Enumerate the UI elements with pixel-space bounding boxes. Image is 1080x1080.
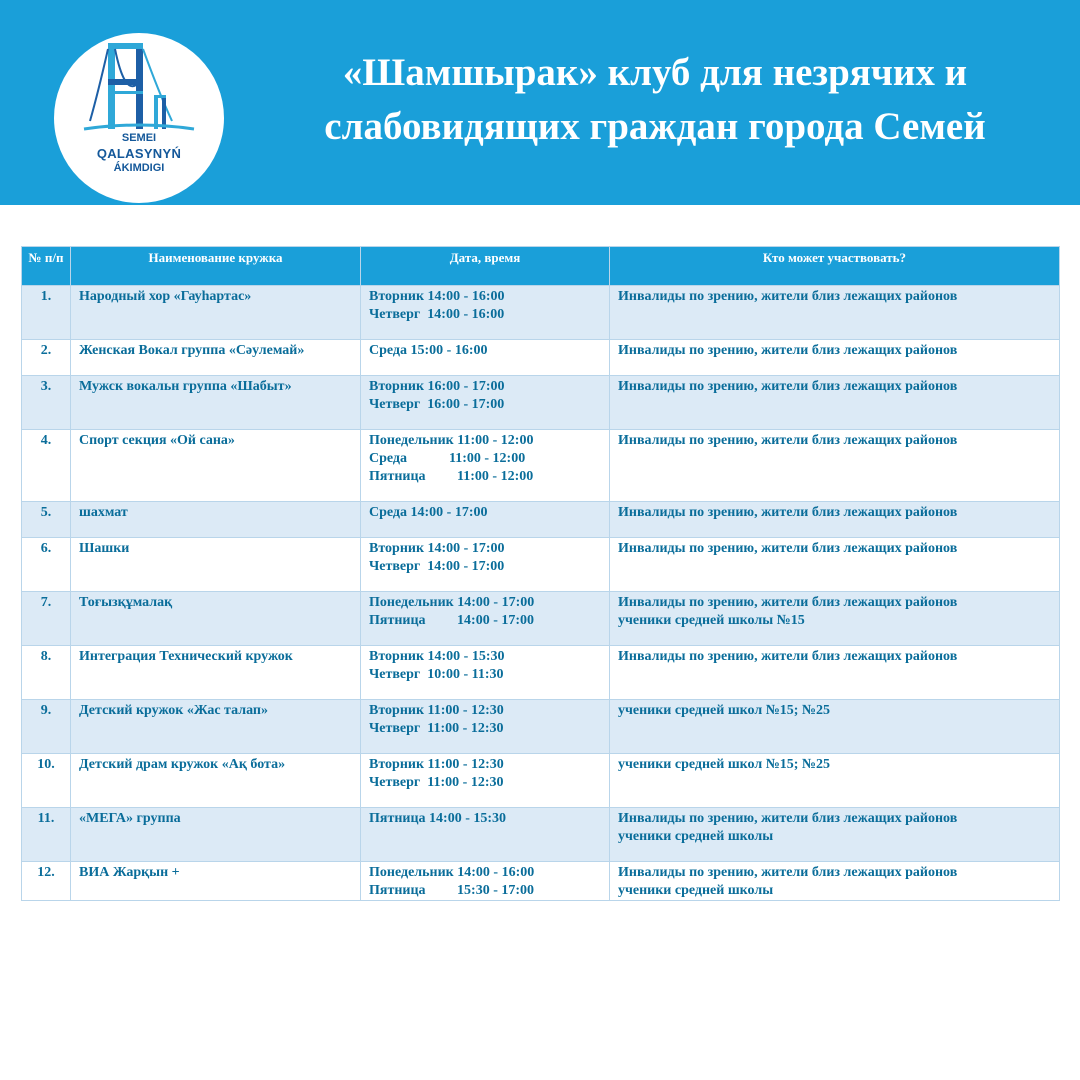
- club-name: Мужск вокальн группа «Шабыт»: [71, 376, 361, 430]
- schedule-cell: [361, 754, 610, 808]
- club-name: ВИА Жарқын +: [71, 862, 361, 901]
- participants-text: ученики средней школы №15: [618, 613, 805, 628]
- participants-cell: [610, 286, 1060, 340]
- logo-text-line3: ÁKIMDIGI: [113, 162, 165, 174]
- schedule-cell: [361, 376, 610, 430]
- participants-text: ученики средней школ №15; №25: [618, 757, 831, 772]
- participants-cell: [610, 430, 1060, 502]
- club-name: Народный хор «Гауһартас»: [71, 286, 361, 340]
- club-name: Детский драм кружок «Ақ бота»: [71, 754, 361, 808]
- schedule-cell: [361, 592, 610, 646]
- schedule-time: Вторник 16:00 - 17:00: [369, 379, 505, 394]
- schedule-table: [21, 246, 1060, 901]
- schedule-time: Пятница 15:30 - 17:00: [369, 883, 535, 898]
- schedule-time: Пятница 14:00 - 17:00: [369, 613, 535, 628]
- club-name: Интеграция Технический кружок: [71, 646, 361, 700]
- table-row: [22, 808, 1060, 862]
- club-name: Женская Вокал группа «Сәулемай»: [71, 340, 361, 376]
- schedule-time: Среда 11:00 - 12:00: [369, 451, 526, 466]
- schedule-time: Пятница 14:00 - 15:30: [369, 811, 507, 826]
- participants-cell: [610, 862, 1060, 901]
- row-number: 10.: [22, 754, 71, 808]
- participants-text: Инвалиды по зрению, жители близ лежащих районов: [618, 541, 958, 556]
- schedule-time: Вторник 11:00 - 12:30: [369, 757, 504, 772]
- schedule-time: Четверг 16:00 - 17:00: [369, 397, 505, 412]
- participants-cell: [610, 502, 1060, 538]
- participants-cell: [610, 340, 1060, 376]
- club-name: Тоғызқұмалақ: [71, 592, 361, 646]
- participants-text: Инвалиды по зрению, жители близ лежащих районов: [618, 343, 958, 358]
- participants-cell: [610, 754, 1060, 808]
- participants-text: Инвалиды по зрению, жители близ лежащих районов: [618, 505, 958, 520]
- title-line-2: слабовидящих граждан города Семей: [324, 105, 986, 148]
- row-number: 7.: [22, 592, 71, 646]
- schedule-time: Понедельник 14:00 - 16:00: [369, 865, 535, 880]
- table-row: [22, 862, 1060, 901]
- logo-text-line1: SEMEI: [121, 132, 157, 144]
- bridge-icon: [54, 33, 224, 203]
- schedule-time: Четверг 10:00 - 11:30: [369, 667, 504, 682]
- club-name: шахмат: [71, 502, 361, 538]
- table-row: [22, 376, 1060, 430]
- table-row: [22, 538, 1060, 592]
- row-number: 9.: [22, 700, 71, 754]
- club-name: «МЕГА» группа: [71, 808, 361, 862]
- schedule-time: Вторник 11:00 - 12:30: [369, 703, 504, 718]
- table-row: [22, 592, 1060, 646]
- participants-text: Инвалиды по зрению, жители близ лежащих районов: [618, 433, 958, 448]
- participants-cell: [610, 646, 1060, 700]
- schedule-cell: [361, 808, 610, 862]
- participants-text: ученики средней школы: [618, 829, 774, 844]
- city-akimat-logo: [54, 33, 224, 203]
- participants-text: Инвалиды по зрению, жители близ лежащих районов: [618, 649, 958, 664]
- title-line-1: «Шамшырак» клуб для незрячих и: [342, 51, 968, 94]
- table-header-row: [22, 247, 1060, 286]
- schedule-cell: [361, 502, 610, 538]
- schedule-time: Вторник 14:00 - 16:00: [369, 289, 505, 304]
- table-row: [22, 286, 1060, 340]
- schedule-cell: [361, 430, 610, 502]
- participants-cell: [610, 376, 1060, 430]
- page-title: [240, 46, 1070, 154]
- participants-cell: [610, 592, 1060, 646]
- schedule-cell: [361, 538, 610, 592]
- participants-text: Инвалиды по зрению, жители близ лежащих районов: [618, 811, 958, 826]
- participants-text: Инвалиды по зрению, жители близ лежащих районов: [618, 289, 958, 304]
- club-name: Детский кружок «Жас талап»: [71, 700, 361, 754]
- table-row: [22, 700, 1060, 754]
- schedule-time: Вторник 14:00 - 17:00: [369, 541, 505, 556]
- row-number: 1.: [22, 286, 71, 340]
- column-header-participants: Кто может участвовать?: [610, 247, 1060, 286]
- table-row: [22, 646, 1060, 700]
- participants-cell: [610, 538, 1060, 592]
- row-number: 3.: [22, 376, 71, 430]
- schedule-time: Вторник 14:00 - 15:30: [369, 649, 505, 664]
- schedule-time: Среда 15:00 - 16:00: [369, 343, 488, 358]
- row-number: 2.: [22, 340, 71, 376]
- schedule-time: Четверг 14:00 - 17:00: [369, 559, 505, 574]
- schedule-cell: [361, 700, 610, 754]
- participants-text: Инвалиды по зрению, жители близ лежащих районов: [618, 595, 958, 610]
- participants-text: ученики средней школы: [618, 883, 774, 898]
- club-name: Шашки: [71, 538, 361, 592]
- column-header-time: Дата, время: [361, 247, 610, 286]
- schedule-cell: [361, 286, 610, 340]
- schedule-time: Понедельник 11:00 - 12:00: [369, 433, 534, 448]
- schedule-time: Четверг 11:00 - 12:30: [369, 721, 504, 736]
- schedule-cell: [361, 646, 610, 700]
- logo-text-line2: QALASYNYŃ: [96, 146, 182, 161]
- schedule-time: Четверг 11:00 - 12:30: [369, 775, 504, 790]
- row-number: 8.: [22, 646, 71, 700]
- page-header: [0, 0, 1080, 205]
- column-header-number: № п/п: [22, 247, 71, 286]
- participants-cell: [610, 808, 1060, 862]
- row-number: 11.: [22, 808, 71, 862]
- table-row: [22, 502, 1060, 538]
- schedule-cell: [361, 340, 610, 376]
- schedule-cell: [361, 862, 610, 901]
- schedule-time: Понедельник 14:00 - 17:00: [369, 595, 535, 610]
- row-number: 5.: [22, 502, 71, 538]
- participants-text: Инвалиды по зрению, жители близ лежащих районов: [618, 379, 958, 394]
- club-name: Спорт секция «Ой сана»: [71, 430, 361, 502]
- schedule-time: Среда 14:00 - 17:00: [369, 505, 488, 520]
- participants-text: Инвалиды по зрению, жители близ лежащих районов: [618, 865, 958, 880]
- row-number: 4.: [22, 430, 71, 502]
- schedule-time: Четверг 14:00 - 16:00: [369, 307, 505, 322]
- table-row: [22, 754, 1060, 808]
- row-number: 12.: [22, 862, 71, 901]
- row-number: 6.: [22, 538, 71, 592]
- table-row: [22, 340, 1060, 376]
- schedule-time: Пятница 11:00 - 12:00: [369, 469, 534, 484]
- table-row: [22, 430, 1060, 502]
- table-body: [22, 286, 1060, 901]
- participants-cell: [610, 700, 1060, 754]
- column-header-name: Наименование кружка: [71, 247, 361, 286]
- participants-text: ученики средней школ №15; №25: [618, 703, 831, 718]
